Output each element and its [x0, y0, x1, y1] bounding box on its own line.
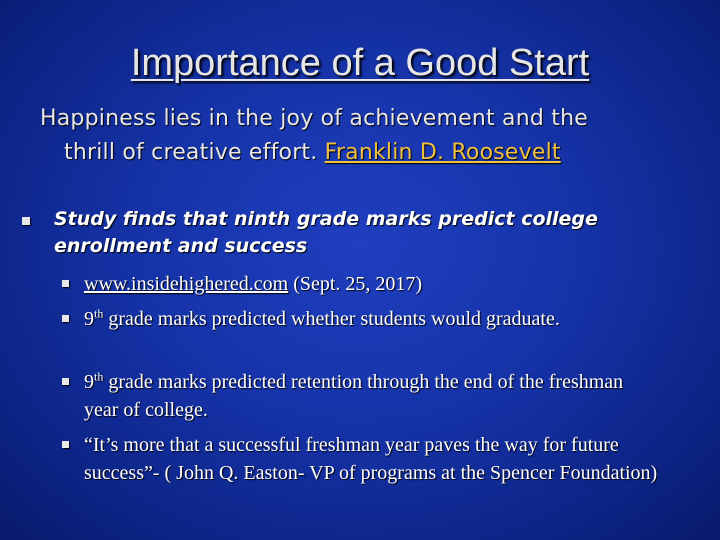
square-bullet-icon [22, 217, 30, 225]
main-bullet-text: Study finds that ninth grade marks predict college enrollment and success [54, 208, 598, 257]
grade-number: 9 [84, 371, 94, 393]
sub-bullet-3-text: grade marks predicted retention through the end of the freshman year of college. [84, 371, 624, 421]
quote-line-2-text: thrill of creative effort. [64, 140, 318, 165]
quote-author: Franklin D. Roosevelt [324, 140, 561, 165]
grade-number: 9 [84, 308, 94, 330]
sub-bullet-4 [62, 431, 662, 487]
square-bullet-icon [62, 441, 69, 448]
square-bullet-icon [62, 315, 69, 322]
sub-bullet-1 [62, 270, 662, 298]
grade-suffix: th [94, 369, 104, 384]
square-bullet-icon [62, 280, 69, 287]
quote-line-1: Happiness lies in the joy of achievement and the [40, 106, 588, 131]
sub-bullet-2 [62, 305, 662, 333]
sub-bullet-3 [62, 368, 662, 424]
slide-title: Importance of a Good Start [130, 42, 590, 84]
sub-bullet-4-text: “It’s more that a successful freshman year paves the way for future success”- ( John Q. Easton- VP of programs at the Spencer Foundation) [84, 434, 658, 484]
source-date: (Sept. 25, 2017) [288, 273, 423, 295]
grade-suffix: th [94, 306, 104, 321]
quote-line-2 [40, 136, 680, 170]
square-bullet-icon [62, 378, 69, 385]
sub-bullet-2-text: grade marks predicted whether students would graduate. [103, 308, 560, 330]
main-bullet [20, 206, 680, 260]
source-link[interactable]: www.insidehighered.com [84, 273, 289, 295]
quote-block [40, 102, 680, 170]
